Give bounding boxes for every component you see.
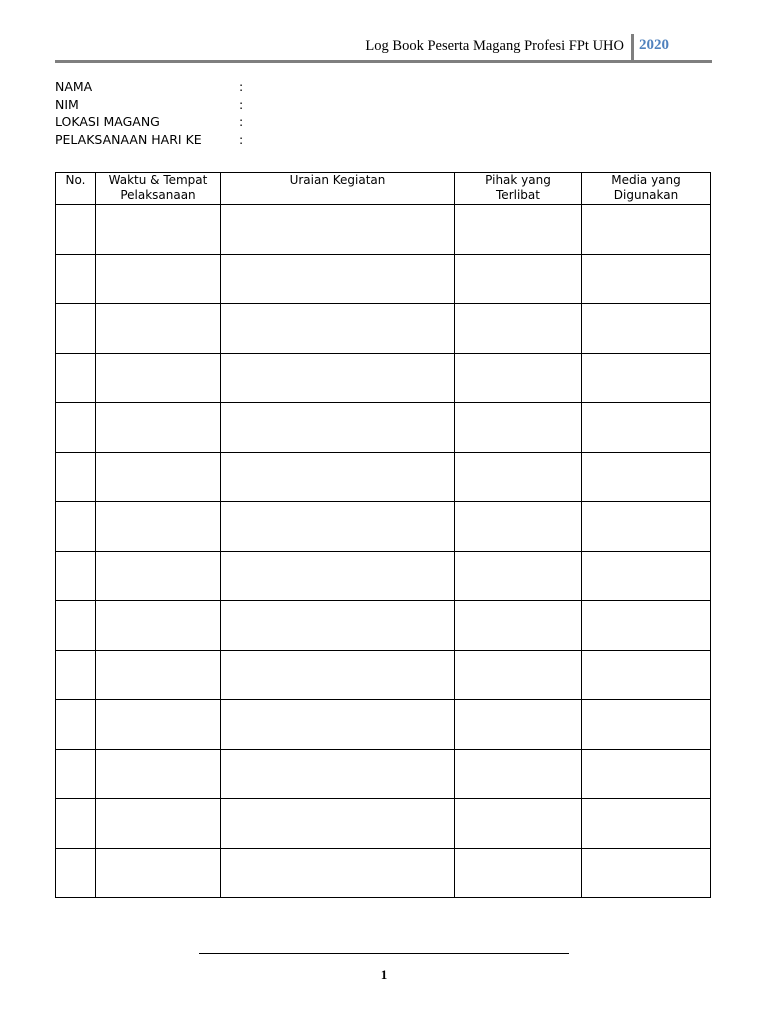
table-row: [56, 254, 711, 304]
table-cell[interactable]: [582, 848, 711, 898]
table-cell[interactable]: [455, 254, 582, 304]
table-cell[interactable]: [221, 848, 455, 898]
table-cell[interactable]: [582, 799, 711, 849]
table-row: [56, 452, 711, 502]
table-cell[interactable]: [455, 601, 582, 651]
header-line: Waktu & Tempat: [108, 173, 208, 187]
info-label: NAMA: [55, 79, 93, 94]
table-cell[interactable]: [221, 551, 455, 601]
table-cell[interactable]: [96, 452, 221, 502]
header-year: 2020: [639, 37, 669, 53]
header-line: Media yang: [611, 173, 681, 187]
info-colon: :: [239, 96, 244, 112]
table-cell[interactable]: [56, 452, 96, 502]
info-colon: :: [239, 131, 244, 147]
header-line: Uraian Kegiatan: [289, 173, 386, 187]
header-line: Terlibat: [496, 188, 540, 202]
table-cell[interactable]: [582, 254, 711, 304]
table-cell[interactable]: [56, 749, 96, 799]
table-cell[interactable]: [221, 205, 455, 255]
info-colon: :: [239, 114, 244, 129]
table-cell[interactable]: [96, 353, 221, 403]
table-cell[interactable]: [221, 353, 455, 403]
table-row: [56, 700, 711, 750]
table-cell[interactable]: [221, 650, 455, 700]
table-cell[interactable]: [455, 799, 582, 849]
table-cell[interactable]: [221, 452, 455, 502]
table-cell[interactable]: [96, 304, 221, 354]
table-cell[interactable]: [221, 403, 455, 453]
header-line: Pelaksanaan: [120, 188, 196, 202]
table-cell[interactable]: [455, 502, 582, 552]
table-cell[interactable]: [96, 848, 221, 898]
table-cell[interactable]: [221, 749, 455, 799]
table-cell[interactable]: [455, 353, 582, 403]
table-cell[interactable]: [56, 502, 96, 552]
table-cell[interactable]: [96, 254, 221, 304]
table-row: [56, 601, 711, 651]
table-cell[interactable]: [96, 205, 221, 255]
header-line: Digunakan: [613, 188, 679, 202]
table-cell[interactable]: [582, 700, 711, 750]
table-body: [56, 205, 711, 898]
info-label: LOKASI MAGANG: [55, 114, 160, 129]
table-row: [56, 205, 711, 255]
table-cell[interactable]: [96, 650, 221, 700]
header-title: Log Book Peserta Magang Profesi FPt UHO: [365, 38, 624, 54]
footer-rule: [199, 953, 569, 954]
table-cell[interactable]: [582, 304, 711, 354]
table-cell[interactable]: [56, 304, 96, 354]
table-cell[interactable]: [96, 799, 221, 849]
table-cell[interactable]: [455, 205, 582, 255]
column-header-uraian: [221, 173, 455, 205]
table-cell[interactable]: [96, 700, 221, 750]
table-cell[interactable]: [582, 205, 711, 255]
table-header-row: [56, 173, 711, 205]
column-header-pihak: [455, 173, 582, 205]
table-cell[interactable]: [582, 650, 711, 700]
table-cell[interactable]: [221, 304, 455, 354]
table-cell[interactable]: [455, 304, 582, 354]
table-cell[interactable]: [96, 551, 221, 601]
table-cell[interactable]: [455, 551, 582, 601]
table-row: [56, 799, 711, 849]
info-colon: :: [239, 79, 244, 94]
table-cell[interactable]: [582, 749, 711, 799]
table-cell[interactable]: [455, 749, 582, 799]
table-cell[interactable]: [56, 650, 96, 700]
table-cell[interactable]: [582, 502, 711, 552]
table-cell[interactable]: [221, 799, 455, 849]
activity-log-table: [55, 172, 711, 898]
table-cell[interactable]: [221, 254, 455, 304]
table-row: [56, 551, 711, 601]
table-cell[interactable]: [56, 403, 96, 453]
table-cell[interactable]: [96, 749, 221, 799]
table-cell[interactable]: [221, 601, 455, 651]
header-separator: [631, 34, 634, 60]
table-cell[interactable]: [582, 452, 711, 502]
table-row: [56, 304, 711, 354]
column-header-media: [582, 173, 711, 205]
page-header: [55, 36, 712, 62]
table-row: [56, 650, 711, 700]
table-cell[interactable]: [221, 700, 455, 750]
table-cell[interactable]: [56, 799, 96, 849]
table-cell[interactable]: [455, 403, 582, 453]
info-label: PELAKSANAAN HARI KE: [55, 131, 202, 147]
table-cell[interactable]: [56, 601, 96, 651]
table-cell[interactable]: [56, 551, 96, 601]
header-line: Pihak yang: [485, 173, 551, 187]
table-cell[interactable]: [582, 551, 711, 601]
header-rule: [55, 60, 712, 63]
table-cell[interactable]: [56, 848, 96, 898]
column-header-no: [56, 173, 96, 205]
table-cell[interactable]: [221, 502, 455, 552]
table-cell[interactable]: [96, 502, 221, 552]
page-number: 1: [380, 967, 388, 982]
info-label: NIM: [55, 96, 79, 112]
table-row: [56, 353, 711, 403]
table-cell[interactable]: [582, 403, 711, 453]
table-row: [56, 502, 711, 552]
table-cell[interactable]: [96, 403, 221, 453]
table-cell[interactable]: [455, 848, 582, 898]
table-cell[interactable]: [56, 254, 96, 304]
table-row: [56, 749, 711, 799]
table-cell[interactable]: [455, 700, 582, 750]
header-line: No.: [65, 173, 86, 187]
table-row: [56, 403, 711, 453]
table-cell[interactable]: [56, 700, 96, 750]
table-cell[interactable]: [582, 601, 711, 651]
table-cell[interactable]: [455, 650, 582, 700]
table-cell[interactable]: [582, 353, 711, 403]
table-row: [56, 848, 711, 898]
table-cell[interactable]: [455, 452, 582, 502]
column-header-waktu-tempat: [96, 173, 221, 205]
table-cell[interactable]: [56, 353, 96, 403]
table-cell[interactable]: [56, 205, 96, 255]
table-cell[interactable]: [96, 601, 221, 651]
